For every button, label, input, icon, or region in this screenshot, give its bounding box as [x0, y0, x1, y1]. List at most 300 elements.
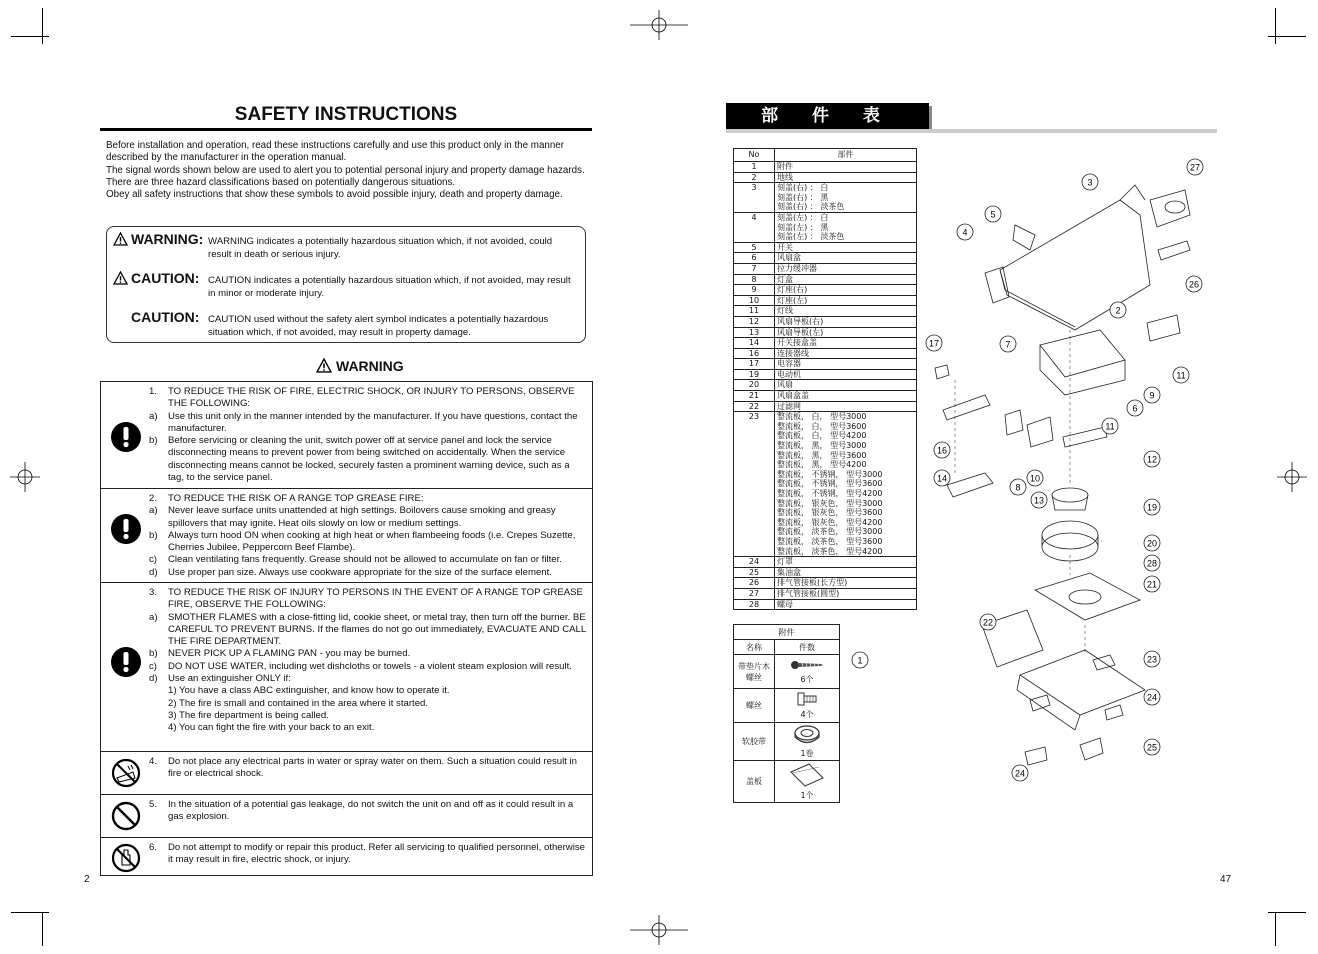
- part-number: 16: [734, 348, 775, 359]
- table-row: [734, 348, 917, 359]
- diagram-callout: [985, 206, 1001, 222]
- column-header: 名称: [734, 640, 775, 655]
- part-name-cell: [775, 212, 917, 242]
- warning-text: [149, 842, 588, 867]
- callout-label: 27: [1189, 162, 1201, 173]
- part-number: 23: [734, 412, 775, 557]
- part-name-cell: [775, 412, 917, 557]
- table-row: [734, 183, 917, 213]
- parts-list-title: 部 件 表: [726, 103, 929, 129]
- warning-text: [149, 386, 588, 484]
- hood-body: [1000, 200, 1150, 330]
- warning-row: [101, 489, 592, 583]
- column-header: 件数: [775, 640, 840, 655]
- diagram-callout: [1102, 418, 1118, 434]
- diagram-callout: [1144, 499, 1160, 515]
- accessory-quantity: 6个: [800, 675, 814, 684]
- part-name-cell: [775, 588, 917, 599]
- diagram-callout: [1144, 651, 1160, 667]
- part-name-cell: [775, 183, 917, 213]
- hazard-classification-box: [106, 226, 586, 343]
- diagram-callout: [1144, 576, 1160, 592]
- diagram-callout: [1186, 276, 1202, 292]
- accessory-quantity: 1卷: [800, 749, 814, 758]
- table-row: [734, 599, 917, 610]
- part-name: 整流板， 白， 型号3600: [777, 421, 867, 431]
- callout-label: 3: [1087, 177, 1093, 188]
- part-number: 10: [734, 295, 775, 306]
- part-name-cell: [775, 359, 917, 370]
- part-name: 排气管接板(圆型): [777, 588, 840, 598]
- diagram-callout: [1144, 555, 1160, 571]
- warning-line: [149, 799, 588, 824]
- diagram-callout: [1144, 535, 1160, 551]
- part-name: 连接器线: [777, 348, 809, 358]
- accessory-quantity: 1个: [800, 791, 814, 800]
- title-rule: [100, 128, 592, 131]
- warning-line-key: d): [149, 673, 158, 685]
- warning-heading: [316, 358, 404, 374]
- part-name: 整流板， 银灰色， 型号3000: [777, 498, 883, 508]
- warning-row: [101, 795, 592, 838]
- part-number: 17: [734, 359, 775, 370]
- part-name: 整流板， 银灰色， 型号4200: [777, 517, 883, 527]
- part-number: 11: [734, 306, 775, 317]
- registration-mark-icon: [630, 10, 688, 40]
- callout-label: 19: [1146, 502, 1158, 513]
- warning-line-text: Never leave surface units unattended at high settings. Boilovers cause smoking and greasy spillovers that may ignite. Heat oils slowly on low or medium settings.: [168, 505, 556, 529]
- callout-label: 25: [1146, 742, 1158, 753]
- table-row: [734, 253, 917, 264]
- table-row: [734, 285, 917, 296]
- part-number: 22: [734, 401, 775, 412]
- warning-line-text: Clean ventilating fans frequently. Grease should not be allowed to accumulate on fan or filter.: [168, 554, 562, 566]
- part-name: 整流板， 淡茶色， 型号3000: [777, 527, 883, 537]
- warning-line-key: 6.: [149, 842, 158, 853]
- hazard-label: WARNING:: [131, 231, 204, 247]
- hazard-label: CAUTION:: [131, 270, 200, 286]
- diagram-callout: [1187, 159, 1203, 175]
- callout-label: 5: [990, 209, 996, 220]
- table-row: [734, 761, 840, 803]
- diagram-callout: [1127, 400, 1143, 416]
- part-number: 21: [734, 391, 775, 402]
- table-row: [734, 172, 917, 183]
- diagram-callout: [1012, 765, 1028, 781]
- part-name-cell: [775, 338, 917, 349]
- warning-line-text: Use an extinguisher ONLY if:: [168, 673, 291, 685]
- warning-line: [149, 756, 588, 781]
- table-row: [734, 359, 917, 370]
- intro-paragraph: There are three hazard classifications based on potentially dangerous situations.: [106, 176, 456, 188]
- part-name: 排气管接板(长方型): [777, 578, 848, 588]
- part-name: 开关: [777, 242, 793, 252]
- part-name: 地线: [777, 172, 793, 182]
- part-name: 整流板， 不锈钢， 型号3000: [777, 469, 883, 479]
- diagram-callout: [1144, 689, 1160, 705]
- warning-line-text: TO REDUCE THE RISK OF INJURY TO PERSONS IN THE EVENT OF A RANGE TOP GREASE FIRE, OBSERVE THE FOLLOWING:: [168, 587, 583, 611]
- diagram-callout: [1082, 174, 1098, 190]
- intro-text: [106, 140, 592, 201]
- part-number: 6: [734, 253, 775, 264]
- warning-line-key: 5.: [149, 799, 158, 810]
- part-name: 灯罩: [777, 557, 793, 567]
- exploded-parts-diagram: [857, 155, 1215, 795]
- intro-paragraph: Obey all safety instructions that show these symbols to avoid possible injury, death and property damage.: [106, 189, 563, 201]
- warning-line-text: DO NOT USE WATER, including wet dishcloths or towels - a violent steam explosion will result.: [168, 660, 572, 672]
- part-number: 2: [734, 172, 775, 183]
- diagram-callout: [934, 442, 950, 458]
- part-name: 过滤网: [777, 401, 801, 411]
- part-number: 12: [734, 316, 775, 327]
- diagram-callout: [1000, 336, 1016, 352]
- warning-row: [101, 838, 592, 879]
- part-name-cell: [775, 274, 917, 285]
- intro-paragraph: Before installation and operation, read these instructions carefully and use this product only in the manner described by the manufacturer in the operation manual.: [106, 140, 565, 164]
- alert-triangle-icon: [113, 232, 128, 246]
- part-name: 集油盒: [777, 567, 801, 577]
- warning-line-key: d): [149, 566, 158, 578]
- part-name-cell: [775, 285, 917, 296]
- registration-mark-icon: [10, 462, 40, 492]
- warning-text: [149, 493, 588, 579]
- warning-line-key: [149, 698, 168, 710]
- accessory-table: [733, 624, 840, 803]
- diagram-callout: [1027, 470, 1043, 486]
- warning-line: [149, 505, 588, 530]
- part-name: 开关接盒盖: [777, 338, 817, 348]
- part-number: 25: [734, 567, 775, 578]
- registration-mark-icon: [630, 915, 688, 945]
- part-name: 风扇导板(右): [777, 316, 824, 326]
- part-name-cell: [775, 369, 917, 380]
- part-number: 26: [734, 578, 775, 589]
- warning-line: [149, 435, 588, 484]
- callout-label: 20: [1146, 538, 1158, 549]
- part-name: 灯座(左): [777, 295, 808, 305]
- warning-text: [149, 799, 588, 824]
- part-name-cell: [775, 391, 917, 402]
- callout-label: 2: [1115, 305, 1121, 316]
- warning-line-text: 4) You can fight the fire with your back to an exit.: [168, 722, 375, 734]
- part-number: 28: [734, 599, 775, 610]
- switch-part: [1013, 225, 1035, 250]
- warning-line-text: Always turn hood ON when cooking at high heat or when flambeeing foods (i.e. Crepes Suzette, Cherries Jubilee, Peppercorn Beef Flambe).: [168, 529, 576, 554]
- warning-line: [149, 554, 588, 566]
- warning-line-text: Use proper pan size. Always use cookware appropriate for the size of the surface element.: [168, 566, 552, 578]
- part-name: 灯线: [777, 306, 793, 316]
- table-row: [734, 295, 917, 306]
- warning-line: [149, 612, 588, 649]
- warning-line: [149, 842, 588, 867]
- warning-line-key: a): [149, 410, 158, 422]
- callout-label: 9: [1149, 390, 1155, 401]
- callout-label: 24: [1146, 692, 1158, 703]
- warning-line: [149, 493, 588, 505]
- warning-text: [149, 587, 588, 735]
- warning-line: [149, 530, 588, 555]
- accessory-quantity: 4个: [800, 710, 814, 719]
- warning-line: [149, 673, 588, 685]
- diagram-callout: [980, 614, 996, 630]
- part-name: 灯座(右): [777, 285, 808, 295]
- table-row: [734, 263, 917, 274]
- warning-line: [149, 386, 588, 411]
- table-row: [734, 274, 917, 285]
- callout-label: 22: [982, 617, 994, 628]
- part-name-cell: [775, 578, 917, 589]
- part-name: 整流板， 不锈钢， 型号3600: [777, 479, 883, 489]
- callout-label: 11: [1105, 421, 1115, 432]
- part-name: 拉力缓冲器: [777, 263, 817, 273]
- parts-table: [733, 148, 917, 610]
- warning-row: [101, 382, 592, 489]
- warning-line-key: b): [149, 435, 158, 447]
- warning-line-key: [149, 722, 168, 734]
- part-name: 整流板， 银灰色， 型号3600: [777, 508, 883, 518]
- accessory-qty-cell: [775, 723, 840, 761]
- warning-line-text: 3) The fire department is being called.: [168, 709, 329, 721]
- warning-line: [149, 710, 588, 722]
- column-header: 部件: [775, 149, 917, 162]
- warning-table: [100, 381, 593, 876]
- table-row: [734, 306, 917, 317]
- diagram-callout: [926, 335, 942, 351]
- part-name: 刻盖(右) ： 淡茶色: [777, 202, 845, 212]
- part-name: 风扇: [777, 380, 793, 390]
- warning-line-text: Use this unit only in the manner intended by the manufacturer. If you have questions, contact the manufacturer.: [168, 410, 578, 434]
- part-name: 电容器: [777, 359, 801, 369]
- part-name-cell: [775, 599, 917, 610]
- diagram-callout: [1144, 451, 1160, 467]
- registration-mark-icon: [1277, 462, 1307, 492]
- part-name: 刻盖(右) ： 黑: [777, 192, 829, 202]
- callout-label: 17: [928, 338, 940, 349]
- diagram-callout: [1031, 492, 1047, 508]
- warning-row: [101, 752, 592, 795]
- callout-label: 13: [1033, 495, 1045, 506]
- warning-line: [149, 685, 588, 697]
- part-name: 整流板， 黑， 型号3000: [777, 441, 867, 451]
- warning-heading-text: WARNING: [336, 358, 404, 374]
- table-row: [734, 380, 917, 391]
- screw-icon: [776, 658, 838, 674]
- part-name: 整流板， 黑， 型号3600: [777, 450, 867, 460]
- part-name: 整流板， 黑， 型号4200: [777, 460, 867, 470]
- warning-line: [149, 567, 588, 579]
- part-number: 3: [734, 183, 775, 213]
- diagram-callout: [1144, 739, 1160, 755]
- warning-line-key: 2.: [149, 493, 158, 504]
- column-header: No: [734, 149, 775, 162]
- table-row: [734, 162, 917, 173]
- part-name-cell: [775, 253, 917, 264]
- callout-label: 26: [1188, 279, 1200, 290]
- accessory-name: 盖板: [734, 761, 775, 803]
- part-name-cell: [775, 295, 917, 306]
- part-number: 19: [734, 369, 775, 380]
- callout-label: 8: [1015, 482, 1021, 493]
- callout-label: 23: [1146, 654, 1158, 665]
- intro-paragraph: The signal words shown below are used to alert you to potential personal injury and property damage hazards.: [106, 164, 585, 176]
- part-name: 风扇导板(左): [777, 327, 824, 337]
- part-number: 8: [734, 274, 775, 285]
- part-name: 风扇盒: [777, 253, 801, 263]
- table-row: [734, 212, 917, 242]
- warning-line-text: Do not attempt to modify or repair this product. Refer all servicing to qualified personnel, otherwise it may result in fire, electric shock, or injury.: [168, 842, 586, 866]
- table-row: [734, 557, 917, 568]
- callout-label: 1: [857, 655, 863, 666]
- warning-line-key: a): [149, 611, 158, 623]
- part-name-cell: [775, 162, 917, 173]
- warning-line-key: 3.: [149, 587, 158, 598]
- warning-text: [149, 756, 588, 781]
- warning-line: [149, 411, 588, 436]
- part-number: 24: [734, 557, 775, 568]
- part-name: 刻盖(左) ： 白: [777, 212, 829, 222]
- hazard-description: WARNING indicates a potentially hazardous situation which, if not avoided, could result in death or serious injury.: [208, 236, 553, 260]
- prohibited-icon: [111, 801, 141, 831]
- part-number: 14: [734, 338, 775, 349]
- warning-line-text: SMOTHER FLAMES with a close-fitting lid, cookie sheet, or metal tray, then turn off the burner. BE CAREFUL TO PREVENT BURNS. If the flames do not go out immediately, EVACUATE AND CALL THE FIRE DEPARTMENT.: [168, 611, 586, 648]
- part-name-cell: [775, 557, 917, 568]
- part-name-cell: [775, 567, 917, 578]
- accessory-qty-cell: [775, 761, 840, 803]
- warning-row: [101, 583, 592, 752]
- callout-label: 21: [1146, 579, 1158, 590]
- accessory-table-title: 附件: [734, 625, 840, 640]
- diagram-callout: [1173, 367, 1189, 383]
- part-name: 整流板， 淡茶色， 型号4200: [777, 546, 883, 556]
- part-name: 灯盒: [777, 274, 793, 284]
- table-row: [734, 327, 917, 338]
- callout-label: 6: [1132, 403, 1138, 414]
- diagram-callout: [934, 470, 950, 486]
- part-name-cell: [775, 242, 917, 253]
- page-title: SAFETY INSTRUCTIONS: [234, 104, 458, 125]
- callout-label: 28: [1146, 558, 1158, 569]
- no-water-icon: [111, 758, 141, 788]
- hazard-description: CAUTION used without the safety alert symbol indicates a potentially hazardous situation which, if not avoided, may result in property damage.: [208, 314, 549, 338]
- warning-line-key: a): [149, 505, 158, 517]
- table-row: [734, 723, 840, 761]
- part-name: 整流板， 白， 型号3000: [777, 412, 867, 422]
- warning-line-text: 2) The fire is small and contained in the area where it started.: [168, 697, 429, 709]
- accessory-name: 带垫片木螺丝: [734, 655, 775, 689]
- part-name: 风扇盒盖: [777, 391, 809, 401]
- table-row: [734, 567, 917, 578]
- warning-line-key: [149, 710, 168, 722]
- table-row: [734, 316, 917, 327]
- table-row: [734, 391, 917, 402]
- table-row: [734, 401, 917, 412]
- mandatory-action-icon: [111, 514, 141, 544]
- part-name: 整流板， 不锈钢， 型号4200: [777, 489, 883, 498]
- accessory-qty-cell: [775, 689, 840, 723]
- part-name-cell: [775, 172, 917, 183]
- table-row: [734, 242, 917, 253]
- accessory-qty-cell: [775, 655, 840, 689]
- callout-label: 12: [1146, 454, 1158, 465]
- diagram-callout: [1144, 387, 1160, 403]
- callout-label: 24: [1014, 768, 1026, 779]
- alert-triangle-icon: [316, 358, 332, 373]
- callout-label: 16: [936, 445, 948, 456]
- warning-line-text: Before servicing or cleaning the unit, switch power off at service panel and lock the service disconnecting means to prevent power from being switched on accidentally. When the service disconnecting means cannot be locked, securely fasten a prominent warning device, such as a tag, to the service panel.: [168, 435, 570, 484]
- bolt-icon: [776, 691, 838, 709]
- table-row: [734, 578, 917, 589]
- table-row: [734, 412, 917, 557]
- part-name-cell: [775, 348, 917, 359]
- table-row: [734, 655, 840, 689]
- warning-line: [149, 661, 588, 673]
- part-name: 附件: [777, 162, 793, 171]
- table-row: [734, 338, 917, 349]
- part-name-cell: [775, 380, 917, 391]
- cover-plate-icon: [776, 762, 838, 790]
- warning-line-text: 1) You have a class ABC extinguisher, and know how to operate it.: [168, 685, 450, 697]
- part-name: 刻盖(左) ： 黑: [777, 222, 829, 232]
- part-name: 电动机: [777, 369, 801, 379]
- part-name-cell: [775, 263, 917, 274]
- hazard-description: CAUTION indicates a potentially hazardous situation which, if not avoided, may result in minor or moderate injury.: [208, 275, 571, 299]
- part-name-cell: [775, 401, 917, 412]
- warning-line-text: TO REDUCE THE RISK OF FIRE, ELECTRIC SHOCK, OR INJURY TO PERSONS, OBSERVE THE FOLLOWING:: [168, 386, 575, 410]
- warning-line-key: 4.: [149, 756, 158, 767]
- callout-label: 11: [1176, 370, 1186, 381]
- title-rule: [726, 129, 1217, 133]
- hazard-label: CAUTION:: [131, 309, 200, 325]
- part-name: 整流板， 淡茶色， 型号3600: [777, 536, 883, 546]
- side-cover: [985, 267, 1009, 303]
- page-number: 47: [1220, 874, 1232, 885]
- warning-line-text: TO REDUCE THE RISK OF A RANGE TOP GREASE FIRE:: [168, 493, 424, 504]
- part-name: 刻盖(右) ： 白: [777, 183, 829, 193]
- part-number: 13: [734, 327, 775, 338]
- accessory-name: 螺丝: [734, 689, 775, 723]
- part-name: 螺母: [777, 599, 793, 609]
- accessory-name: 软胶带: [734, 723, 775, 761]
- part-name-cell: [775, 316, 917, 327]
- part-number: 5: [734, 242, 775, 253]
- part-name-cell: [775, 327, 917, 338]
- warning-line: [149, 722, 588, 734]
- warning-line-key: b): [149, 529, 158, 541]
- mandatory-action-icon: [111, 647, 141, 677]
- table-row: [734, 588, 917, 599]
- part-name: 刻盖(左) ： 淡茶色: [777, 232, 845, 242]
- callout-label: 14: [936, 473, 948, 484]
- mandatory-action-icon: [111, 422, 141, 452]
- part-name: 整流板， 白， 型号4200: [777, 431, 867, 441]
- part-number: 4: [734, 212, 775, 242]
- no-disassembly-icon: [111, 843, 141, 873]
- warning-line-key: b): [149, 648, 158, 660]
- warning-line-key: c): [149, 660, 157, 672]
- diagram-callout: [852, 652, 868, 668]
- warning-line-text: In the situation of a potential gas leakage, do not switch the unit on and off as it could result in a gas explosion.: [168, 799, 574, 823]
- page-number: 2: [84, 874, 90, 885]
- alert-triangle-icon: [113, 271, 128, 285]
- part-number: 7: [734, 263, 775, 274]
- part-number: 9: [734, 285, 775, 296]
- callout-label: 4: [962, 227, 968, 238]
- warning-line-text: NEVER PICK UP A FLAMING PAN - you may be burned.: [168, 648, 411, 660]
- callout-label: 10: [1029, 473, 1041, 484]
- table-row: [734, 369, 917, 380]
- warning-line-key: 1.: [149, 386, 158, 397]
- diagram-callout: [957, 224, 973, 240]
